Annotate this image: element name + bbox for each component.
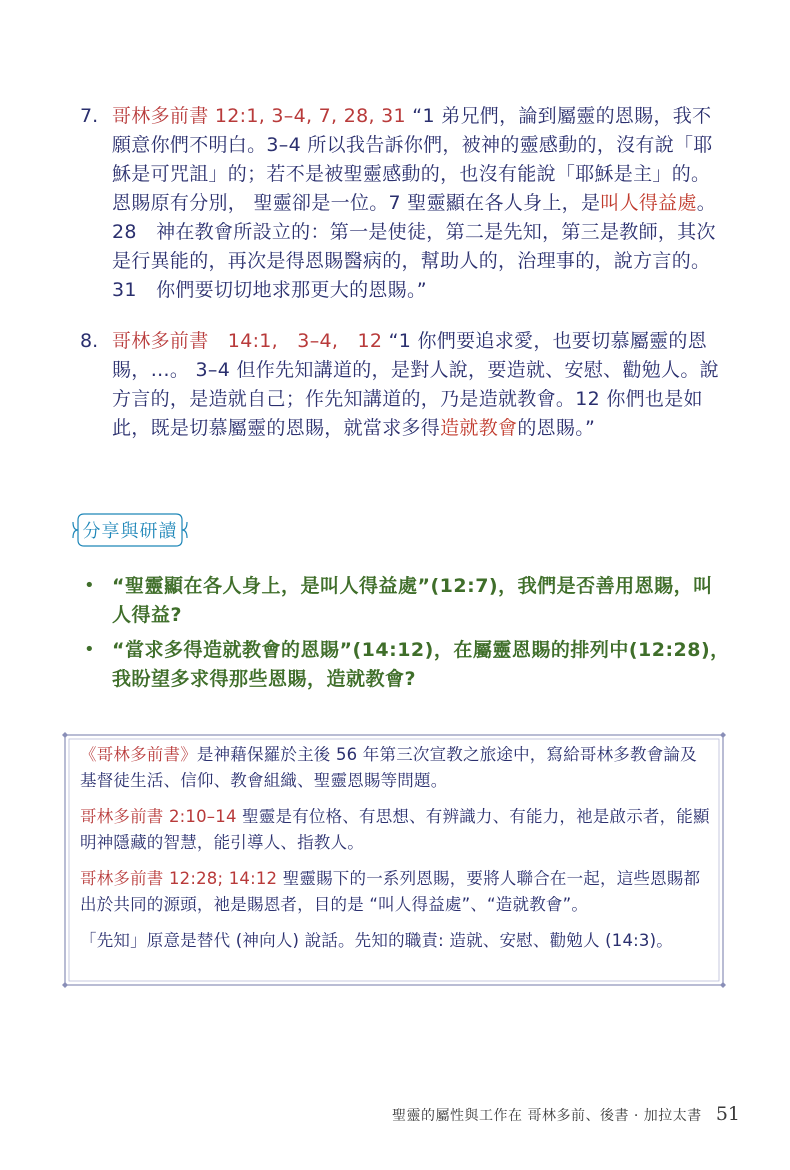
- item-text: [112, 327, 720, 443]
- item-text: [112, 102, 720, 305]
- scripture-highlight: 造就教會: [440, 417, 518, 439]
- note-paragraph: [80, 742, 710, 794]
- discussion-question: [80, 572, 730, 630]
- note-paragraph: [80, 866, 710, 918]
- bullet-icon: •: [84, 575, 95, 596]
- note-text: 「先知」原意是替代 (神向人) 說話。先知的職責: 造就、安慰、勸勉人 (14:3)。: [80, 931, 673, 950]
- note-paragraph: [80, 804, 710, 856]
- discussion-question: [80, 636, 730, 694]
- scripture-reference: 哥林多前書 12:1, 3–4, 7, 28, 31: [112, 105, 406, 127]
- scripture-reference: 哥林多前書 14:1, 3–4, 12: [112, 330, 383, 352]
- scripture-highlight: 叫人得益處: [600, 192, 697, 214]
- bullet-icon: •: [84, 639, 95, 660]
- scripture-quote-cont: 的恩賜。”: [517, 417, 596, 439]
- item-number: 7.: [80, 105, 99, 127]
- note-text: 是神藉保羅於主後 56 年第三次宣教之旅途中，寫給哥林多教會論及基督徒生活、信仰、教會組織、聖靈恩賜等問題。: [80, 745, 697, 790]
- scripture-item-7: [80, 102, 720, 305]
- question-text: “聖靈顯在各人身上，是叫人得益處”(12:7)，我們是否善用恩賜，叫人得益?: [112, 575, 713, 626]
- note-text: 聖靈是有位格、有思想、有辨識力、有能力，祂是啟示者，能顯明神隱藏的智慧，能引導人、指教人。: [80, 807, 710, 852]
- note-paragraph: [80, 928, 710, 954]
- scripture-quote-cont: 。28 神在教會所設立的：第一是使徒，第二是先知，第三是教師，其次是行異能的，再次是得恩賜醫病的，幫助人的，治理事的，說方言的。 31 你們要切切地求那更大的恩賜。”: [112, 192, 717, 301]
- note-reference: 哥林多前書 2:10–14: [80, 807, 237, 826]
- notes-box: [62, 732, 726, 988]
- share-tag-label: 分享與研讀: [82, 521, 178, 542]
- scripture-quote: “1 弟兄們，論到屬靈的恩賜，我不願意你們不明白。3–4 所以我告訴你們，被神的靈感動的，沒有說「耶穌是可咒詛」的；若不是被聖靈感動的，也沒有能說「耶穌是主」的。恩賜原有分別， 聖靈卻是一位。7 聖靈顯在各人身上，是: [112, 105, 713, 214]
- page-footer: [392, 1103, 740, 1125]
- note-reference: 哥林多前書 12:28; 14:12: [80, 869, 278, 888]
- question-text: “當求多得造就教會的恩賜”(14:12)，在屬靈恩賜的排列中(12:28)，我盼望多求得那些恩賜，造就教會?: [112, 639, 730, 690]
- note-reference: 《哥林多前書》: [80, 745, 197, 764]
- page-number: 51: [715, 1103, 740, 1125]
- notes-content: [80, 742, 710, 964]
- footer-title: 聖靈的屬性與工作在 哥林多前、後書 · 加拉太書: [392, 1108, 702, 1124]
- scripture-quote: “1 你們要追求愛，也要切慕屬靈的恩賜，…。 3–4 但作先知講道的，是對人說，要造就、安慰、勸勉人。說方言的，是造就自己；作先知講道的，乃是造就教會。12 你們也是如此，既是切慕屬靈的恩賜，就當求多得: [112, 330, 719, 439]
- note-text: 聖靈賜下的一系列恩賜，要將人聯合在一起，這些恩賜都出於共同的源頭，祂是賜恩者，目的是 “叫人得益處”、“造就教會”。: [80, 869, 701, 914]
- scripture-item-8: [80, 327, 720, 443]
- item-number: 8.: [80, 330, 99, 352]
- share-study-tag: [70, 510, 190, 550]
